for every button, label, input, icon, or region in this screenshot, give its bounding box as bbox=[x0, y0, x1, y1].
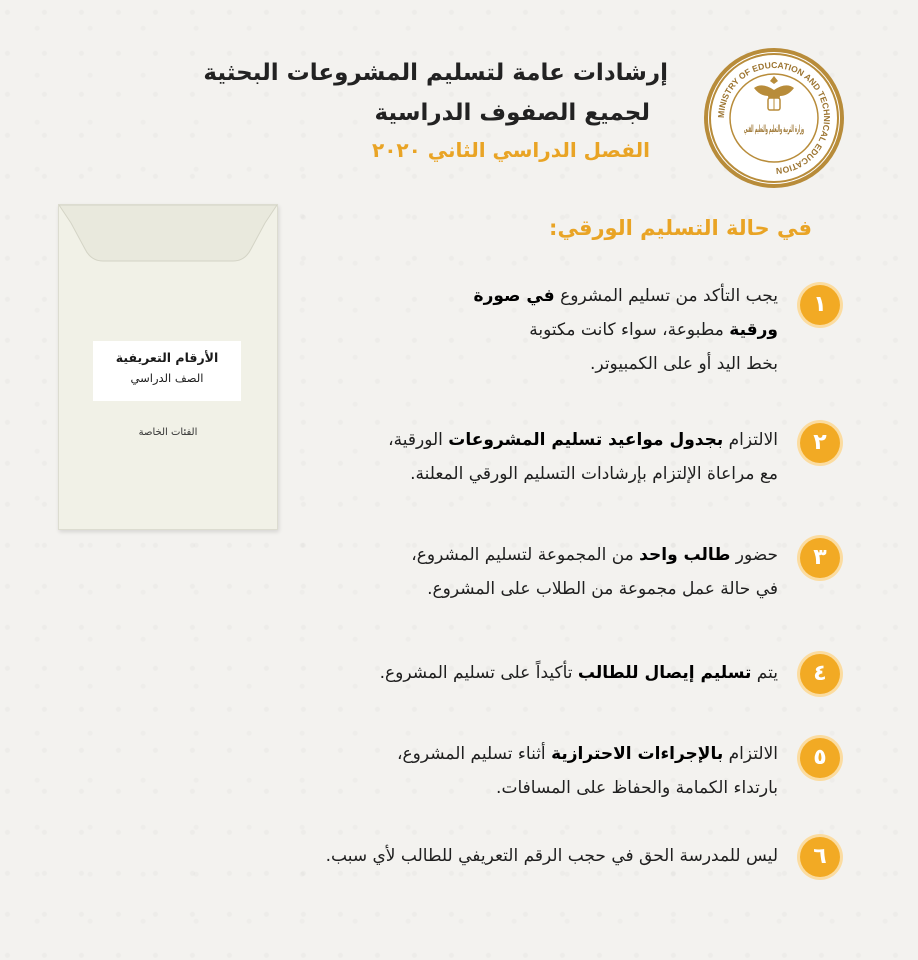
instruction-item bbox=[388, 423, 778, 491]
item-number-badge: ١ bbox=[800, 285, 840, 325]
item-line: يجب التأكد من تسليم المشروع في صورة bbox=[473, 286, 778, 306]
item-line: مع مراعاة الإلتزام بإرشادات التسليم الورقي المعلنة. bbox=[410, 464, 778, 484]
logo-arc-text: MINISTRY OF EDUCATION AND TECHNICAL EDUCATION bbox=[715, 59, 833, 177]
item-number-badge: ٦ bbox=[800, 837, 840, 877]
envelope-illustration bbox=[58, 204, 278, 530]
item-line: الالتزام بالإجراءات الاحترازية أثناء تسليم المشروع، bbox=[397, 744, 778, 764]
page-title: إرشادات عامة لتسليم المشروعات البحثية bbox=[203, 60, 668, 86]
envelope-label-subtitle: الصف الدراسي bbox=[130, 371, 204, 385]
item-line: ورقية مطبوعة، سواء كانت مكتوبة bbox=[529, 320, 778, 340]
item-line: يتم تسليم إيصال للطالب تأكيداً على تسليم المشروع. bbox=[379, 663, 778, 683]
instruction-item bbox=[474, 279, 778, 381]
instruction-item bbox=[411, 538, 778, 606]
item-number-badge: ٣ bbox=[800, 538, 840, 578]
item-line: حضور طالب واحد من المجموعة لتسليم المشروع، bbox=[411, 545, 778, 565]
envelope-label bbox=[93, 341, 241, 401]
item-line: بارتداء الكمامة والحفاظ على المسافات. bbox=[496, 778, 778, 798]
item-number-badge: ٢ bbox=[800, 423, 840, 463]
instruction-item bbox=[326, 839, 778, 873]
section-heading: في حالة التسليم الورقي: bbox=[549, 216, 812, 240]
ministry-logo bbox=[702, 46, 846, 190]
item-line: الالتزام بجدول مواعيد تسليم المشروعات الورقية، bbox=[388, 430, 778, 450]
item-number-badge: ٥ bbox=[800, 738, 840, 778]
envelope-label-title: الأرقام التعريفية bbox=[115, 350, 219, 365]
instruction-item bbox=[380, 656, 778, 690]
item-line: ليس للمدرسة الحق في حجب الرقم التعريفي للطالب لأي سبب. bbox=[325, 846, 778, 866]
page-subtitle: لجميع الصفوف الدراسية bbox=[374, 100, 650, 126]
item-line: في حالة عمل مجموعة من الطلاب على المشروع. bbox=[427, 579, 778, 599]
item-number-badge: ٤ bbox=[800, 654, 840, 694]
item-line: بخط اليد أو على الكمبيوتر. bbox=[590, 354, 778, 374]
logo-arabic-text: وزارة التربية والتعليم والتعليم الفني bbox=[744, 124, 804, 135]
semester-label: الفصل الدراسي الثاني ٢٠٢٠ bbox=[371, 138, 650, 162]
instruction-item bbox=[397, 737, 778, 805]
envelope-note: الفئات الخاصة bbox=[138, 427, 198, 438]
